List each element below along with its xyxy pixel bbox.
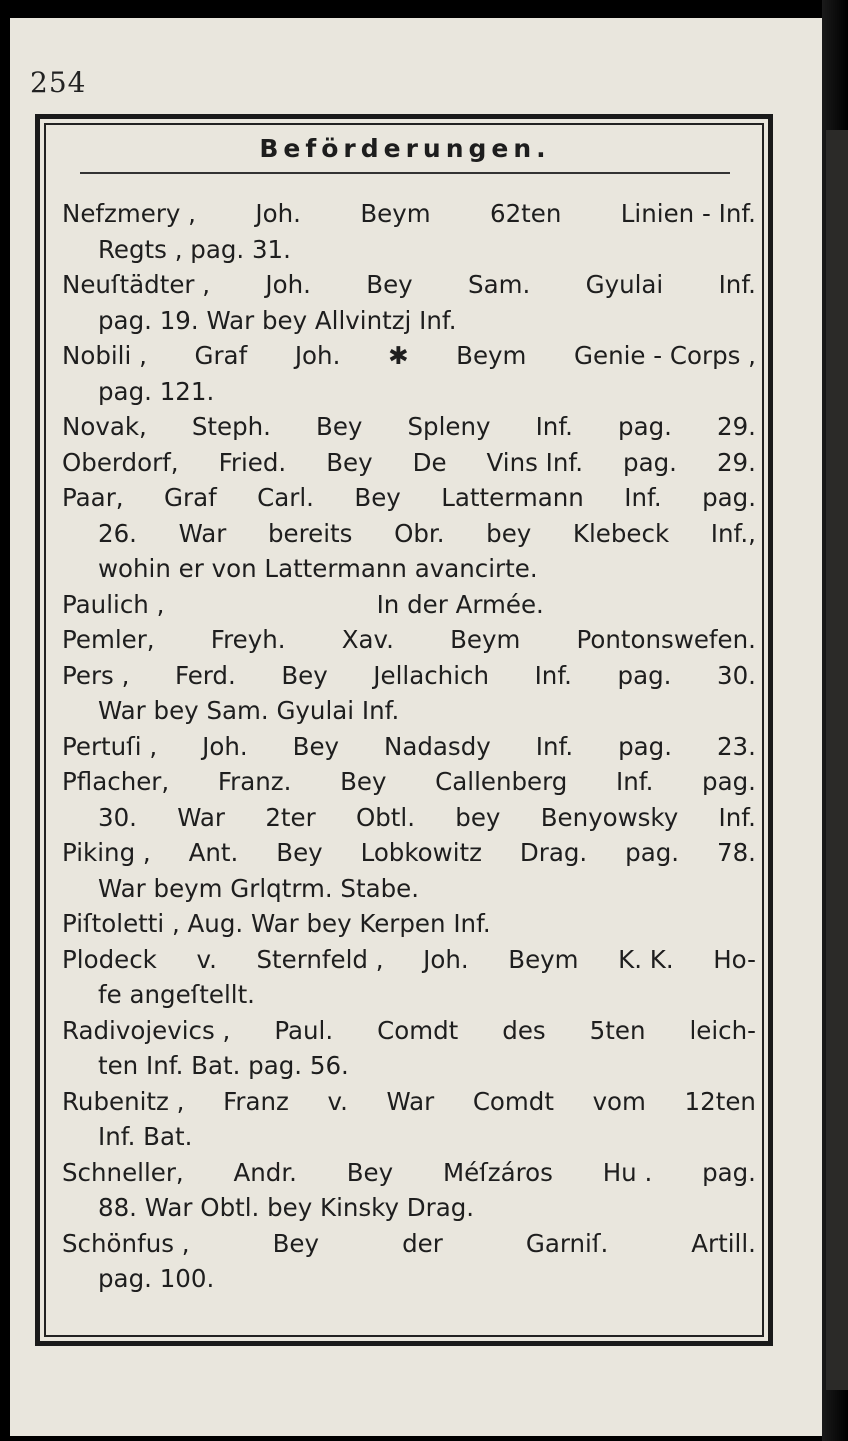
- entry-continuation-line: [62, 1190, 756, 1226]
- entry-word: 29.: [717, 412, 756, 441]
- entry-word: fe angeſtellt.: [98, 980, 255, 1009]
- entry-word: Inf.: [624, 483, 662, 512]
- entry-word: Oberdorf,: [62, 447, 179, 477]
- entry-word: Bey: [281, 660, 328, 690]
- entry-word: Artill.: [691, 1228, 756, 1258]
- entry-word: Jellachich: [373, 660, 490, 690]
- entry-continuation-line: [62, 303, 756, 339]
- entry-word: Pers ,: [62, 660, 130, 690]
- page-number: 254: [30, 66, 87, 99]
- entry-word: Joh.: [294, 341, 341, 370]
- entry-word: Ho-: [713, 944, 756, 974]
- entry-word: In der Armée.: [376, 589, 544, 619]
- entry-word: Inf. Bat.: [98, 1122, 193, 1151]
- entry-word: wohin er von Lattermann avancirte.: [98, 554, 538, 583]
- list-item: [62, 622, 756, 658]
- entry-word: 26.: [98, 518, 137, 548]
- entry-word: Sam.: [468, 270, 531, 299]
- entry-word: War: [386, 1086, 435, 1116]
- list-item: [62, 942, 756, 1013]
- entry-first-line: [62, 764, 756, 800]
- entry-word: Schneller,: [62, 1157, 184, 1187]
- entry-first-line: [62, 196, 756, 232]
- entry-word: Obtl.: [355, 802, 415, 832]
- entry-word: 62ten: [489, 199, 562, 228]
- entry-word: War bey Sam. Gyulai Inf.: [98, 696, 400, 725]
- entry-word: Bey: [276, 838, 323, 867]
- entry-word: Freyh.: [210, 625, 286, 654]
- entry-word: Inf.: [535, 731, 574, 761]
- entry-word: Carl.: [257, 483, 314, 512]
- entry-continuation-line: [62, 516, 756, 552]
- entry-first-line: [62, 445, 756, 481]
- entry-word: pag.: [702, 1157, 756, 1187]
- entry-word: pag.: [702, 767, 756, 796]
- entry-word: pag.: [625, 838, 680, 867]
- entry-word: Neuſtädter ,: [62, 270, 211, 299]
- entry-word: pag.: [617, 660, 672, 690]
- entry-word: Pflacher,: [62, 767, 170, 796]
- entry-word: vom: [592, 1086, 646, 1116]
- list-item: [62, 1155, 756, 1226]
- entry-word: Linien - Inf.: [620, 199, 756, 228]
- entry-word: Callenberg: [435, 767, 568, 796]
- entry-word: Graf: [194, 341, 248, 370]
- entry-word: Paulich ,: [62, 589, 165, 619]
- entry-word: 78.: [717, 838, 756, 867]
- list-item: [62, 409, 756, 445]
- entry-first-line: [62, 729, 756, 765]
- entry-word: Beym: [508, 944, 579, 974]
- entry-word: der: [402, 1228, 443, 1258]
- entry-word: Bey: [366, 270, 413, 299]
- entry-continuation-line: [62, 693, 756, 729]
- entry-word: Comdt: [377, 1015, 459, 1045]
- entry-continuation-line: [62, 551, 756, 587]
- list-item: [62, 1013, 756, 1084]
- entry-word: Sternfeld ,: [256, 944, 384, 974]
- entry-word: De: [412, 447, 447, 477]
- entry-word: Bey: [272, 1228, 320, 1258]
- entry-first-line: [62, 409, 756, 445]
- entry-word: 30.: [717, 660, 756, 690]
- entry-word: Franz.: [217, 767, 292, 796]
- entry-word: pag.: [702, 483, 756, 512]
- entry-first-line: [62, 658, 756, 694]
- spine-edge: [826, 130, 848, 1390]
- entry-word: Joh.: [423, 944, 469, 974]
- list-item: [62, 267, 756, 338]
- entry-word: Nefzmery ,: [62, 199, 196, 228]
- entry-word: Méſzáros: [442, 1157, 553, 1187]
- title-rule: [80, 172, 730, 174]
- entry-word: pag. 121.: [98, 376, 215, 406]
- list-item: [62, 587, 756, 623]
- entry-first-line: [62, 1226, 756, 1262]
- promotion-list: [62, 196, 756, 1297]
- entry-word: Graf: [164, 483, 217, 512]
- entry-word: Inf.: [718, 270, 756, 299]
- entry-word: War: [177, 802, 226, 832]
- entry-word: Bey: [354, 483, 401, 512]
- entry-word: Garniſ.: [525, 1228, 609, 1258]
- list-item: [62, 338, 756, 409]
- page-title: Beförderungen.: [259, 134, 551, 163]
- list-item: [62, 764, 756, 835]
- entry-word: K. K.: [618, 944, 674, 974]
- entry-word: bey: [486, 518, 532, 548]
- entry-continuation-line: [62, 1261, 756, 1297]
- entry-word: Joh.: [265, 270, 311, 299]
- entry-word: Paar,: [62, 483, 124, 512]
- entry-word: des: [502, 1015, 546, 1045]
- entry-word: Beym: [450, 625, 521, 654]
- entry-word: Pemler,: [62, 625, 155, 654]
- entry-word: Inf.: [535, 412, 573, 441]
- entry-word: Klebeck: [572, 518, 670, 548]
- entry-word: pag.: [618, 412, 672, 441]
- entry-word: Regts , pag. 31.: [98, 234, 291, 264]
- entry-word: pag.: [618, 731, 672, 761]
- entry-word: Inf.: [718, 802, 756, 832]
- entry-word: v.: [327, 1086, 348, 1116]
- entry-word: Nadasdy: [384, 731, 491, 761]
- entry-first-line: [62, 835, 756, 871]
- entry-word: ✱: [387, 341, 409, 370]
- entry-word: Piking ,: [62, 838, 151, 867]
- list-item: [62, 445, 756, 481]
- entry-word: Spleny: [407, 412, 491, 441]
- entry-word: Joh.: [255, 199, 301, 228]
- list-item: [62, 480, 756, 587]
- entry-word: Bey: [326, 447, 373, 477]
- list-item: [62, 729, 756, 765]
- entry-continuation-line: [62, 1048, 756, 1084]
- entry-word: Plodeck: [62, 944, 157, 974]
- entry-word: Ant.: [188, 838, 239, 867]
- entry-word: War beym Grlqtrm. Stabe.: [98, 873, 420, 903]
- entry-word: Andr.: [233, 1157, 297, 1187]
- entry-word: bereits: [268, 518, 353, 548]
- entry-first-line: [62, 906, 756, 942]
- entry-word: Joh.: [202, 731, 248, 761]
- entry-word: Inf.,: [710, 518, 756, 548]
- entry-first-line: [62, 622, 756, 658]
- entry-word: leich-: [689, 1015, 756, 1045]
- entry-continuation-line: [62, 374, 756, 410]
- entry-word: Fried.: [218, 447, 287, 477]
- entry-word: Steph.: [191, 412, 271, 441]
- entry-word: pag. 19. War bey Allvintzj Inf.: [98, 305, 457, 335]
- entry-word: Novak,: [62, 412, 147, 441]
- entry-word: Beym: [456, 341, 527, 370]
- entry-first-line: [62, 480, 756, 516]
- entry-first-line: [62, 942, 756, 978]
- entry-word: pag. 100.: [98, 1264, 215, 1293]
- list-item: [62, 196, 756, 267]
- entry-first-line: [62, 338, 756, 374]
- entry-first-line: [62, 1155, 756, 1191]
- entry-word: Bey: [292, 731, 340, 761]
- entry-word: Ferd.: [174, 660, 236, 690]
- entry-word: Bey: [346, 1157, 394, 1187]
- entry-word: Franz: [223, 1086, 289, 1116]
- entry-word: Benyowsky: [540, 802, 679, 832]
- entry-continuation-line: [62, 871, 756, 907]
- entry-first-line: [62, 267, 756, 303]
- entry-word: v.: [196, 944, 217, 974]
- entry-word: 29.: [716, 447, 756, 477]
- entry-word: Bey: [316, 412, 363, 441]
- entry-word: Inf.: [615, 767, 654, 796]
- list-item: [62, 658, 756, 729]
- list-item: [62, 835, 756, 906]
- entry-word: Xav.: [341, 625, 394, 654]
- entry-word: Piſtoletti , Aug. War bey Kerpen Inf.: [62, 909, 491, 938]
- entry-word: 2ter: [265, 802, 316, 832]
- entry-word: Bey: [340, 767, 387, 796]
- entry-word: Drag.: [519, 838, 588, 867]
- entry-first-line: [62, 1013, 756, 1049]
- entry-word: Vins Inf.: [486, 447, 584, 477]
- entry-word: Hu .: [602, 1157, 653, 1187]
- entry-word: Obr.: [394, 518, 445, 548]
- entry-word: Schönfus ,: [62, 1228, 190, 1258]
- entry-word: Pontonswefen.: [576, 625, 756, 654]
- entry-word: Paul.: [274, 1015, 334, 1045]
- entry-word: Nobili ,: [62, 341, 147, 370]
- entry-word: pag.: [623, 447, 677, 477]
- entry-word: Lobkowitz: [360, 838, 482, 867]
- entry-word: 23.: [716, 731, 756, 761]
- entry-word: War: [178, 518, 227, 548]
- entry-word: Inf.: [534, 660, 572, 690]
- entry-word: Lattermann: [441, 483, 584, 512]
- entry-word: bey: [455, 802, 501, 832]
- list-item: [62, 906, 756, 942]
- entry-word: Comdt: [472, 1086, 554, 1116]
- entry-continuation-line: [62, 977, 756, 1013]
- entry-word: Rubenitz ,: [62, 1086, 185, 1116]
- entry-continuation-line: [62, 1119, 756, 1155]
- list-item: [62, 1084, 756, 1155]
- entry-word: 30.: [98, 802, 137, 832]
- entry-word: Gyulai: [585, 270, 664, 299]
- entry-continuation-line: [62, 232, 756, 268]
- entry-first-line: [62, 1084, 756, 1120]
- entry-word: 5ten: [589, 1015, 646, 1045]
- entry-word: Radivojevics ,: [62, 1015, 231, 1045]
- entry-first-line: [62, 587, 756, 623]
- entry-word: 88. War Obtl. bey Kinsky Drag.: [98, 1193, 475, 1222]
- list-item: [62, 1226, 756, 1297]
- entry-word: Genie - Corps ,: [574, 341, 756, 370]
- entry-word: Beym: [360, 199, 431, 228]
- entry-word: ten Inf. Bat. pag. 56.: [98, 1051, 349, 1080]
- entry-word: 12ten: [684, 1086, 756, 1116]
- entry-continuation-line: [62, 800, 756, 836]
- entry-word: Pertuſi ,: [62, 731, 158, 761]
